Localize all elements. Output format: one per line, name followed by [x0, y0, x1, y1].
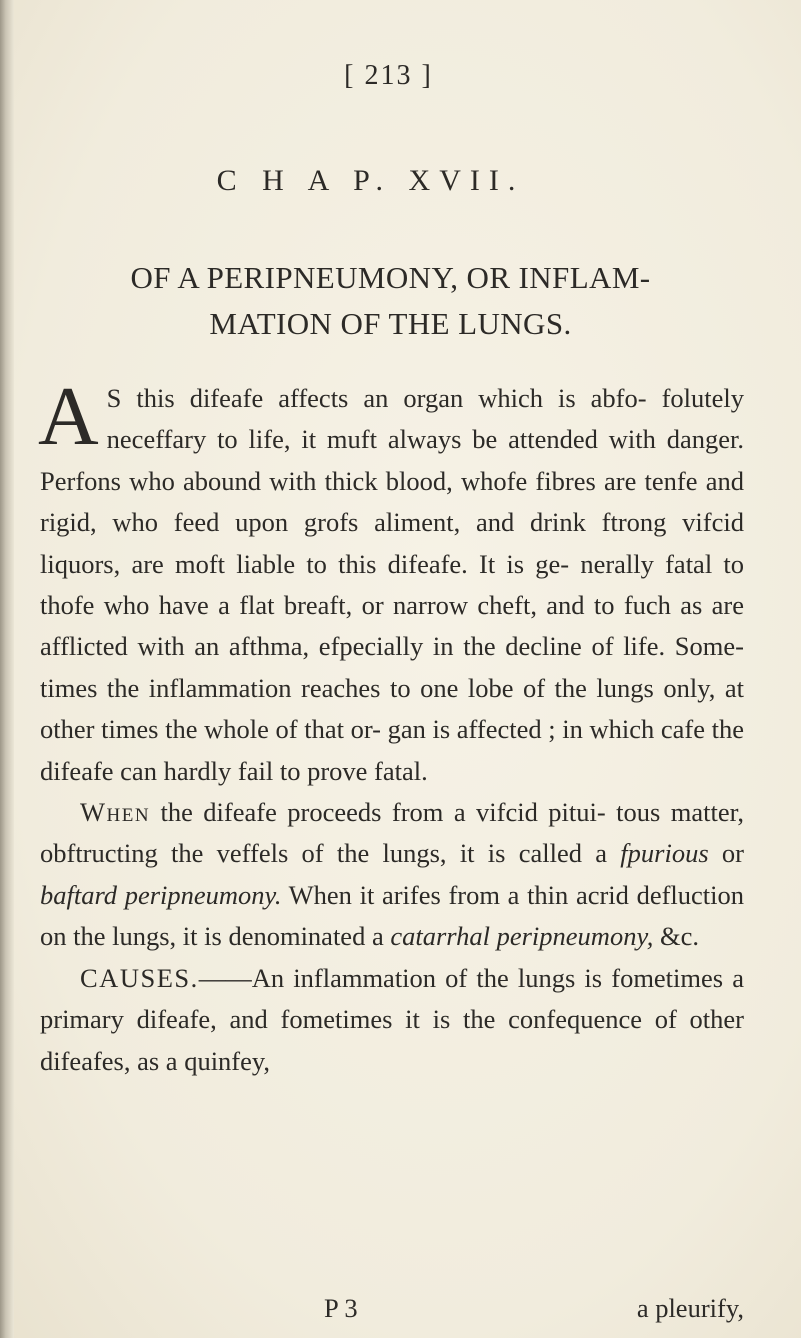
- chapter-title-line-1: OF A PERIPNEUMONY, OR INFLAM-: [130, 260, 651, 295]
- paragraph-2-lead: When: [80, 797, 151, 828]
- chapter-title-line-2: MATION OF THE LUNGS.: [209, 306, 572, 341]
- chapter-heading: C H A P. XVII.: [216, 164, 525, 197]
- paragraph-1-text: S this difeafe affects an organ which is abfo- folutely neceffary to life, it muft always be attended with danger. Perfons who abound with thick blood, whofe fibres are tenfe and rigid, who feed upon grofs aliment, and drink ftrong vifcid liquors, are moft liable to this difeafe. It is ge- nerally fatal to thofe who have a flat breaft, or narrow cheft, and to fuch as are afflicted with an afthma, efpecially in the decline of life. Some- times the inflammation reaches to one lobe of the lungs only, at other times the whole of that or- gan is affected ; in which cafe the difeafe can hardly fail to prove fatal.: [40, 383, 744, 786]
- paragraph-2: [40, 792, 744, 958]
- paragraph-2-text-b: or: [708, 838, 744, 869]
- drop-cap: A: [38, 370, 99, 463]
- page-footer: [40, 1293, 744, 1333]
- body-text: [38, 370, 744, 1082]
- signature-mark: P 3: [324, 1293, 358, 1323]
- page-gutter-shadow: [0, 0, 14, 1338]
- paragraph-2-text-a: the difeafe proceeds from a vifcid pitui- tous matter, obftructing the veffels of the lungs, it is called a: [40, 797, 744, 869]
- italic-term-bastard: baftard peripneumony.: [40, 879, 282, 910]
- italic-term-catarrhal: catarrhal peripneumony,: [390, 921, 654, 952]
- paragraph-1: [38, 370, 744, 792]
- paragraph-3: [40, 958, 744, 1082]
- chapter-title: [40, 255, 741, 347]
- paragraph-2-text-c: When it arifes from a thin acrid defluction on the lungs, it is denominated a: [40, 879, 744, 952]
- page-number: [ 213 ]: [344, 60, 433, 91]
- paragraph-3-text: ——An inflammation of the lungs is fometimes a primary difeafe, and fometimes it is the confequence of other difeafes, as a quinfey,: [40, 962, 744, 1076]
- causes-heading: CAUSES.: [80, 962, 199, 993]
- italic-term-spurious: fpurious: [620, 838, 709, 869]
- paragraph-2-text-d: &c.: [653, 921, 699, 952]
- catchword: a pleurify,: [636, 1293, 744, 1323]
